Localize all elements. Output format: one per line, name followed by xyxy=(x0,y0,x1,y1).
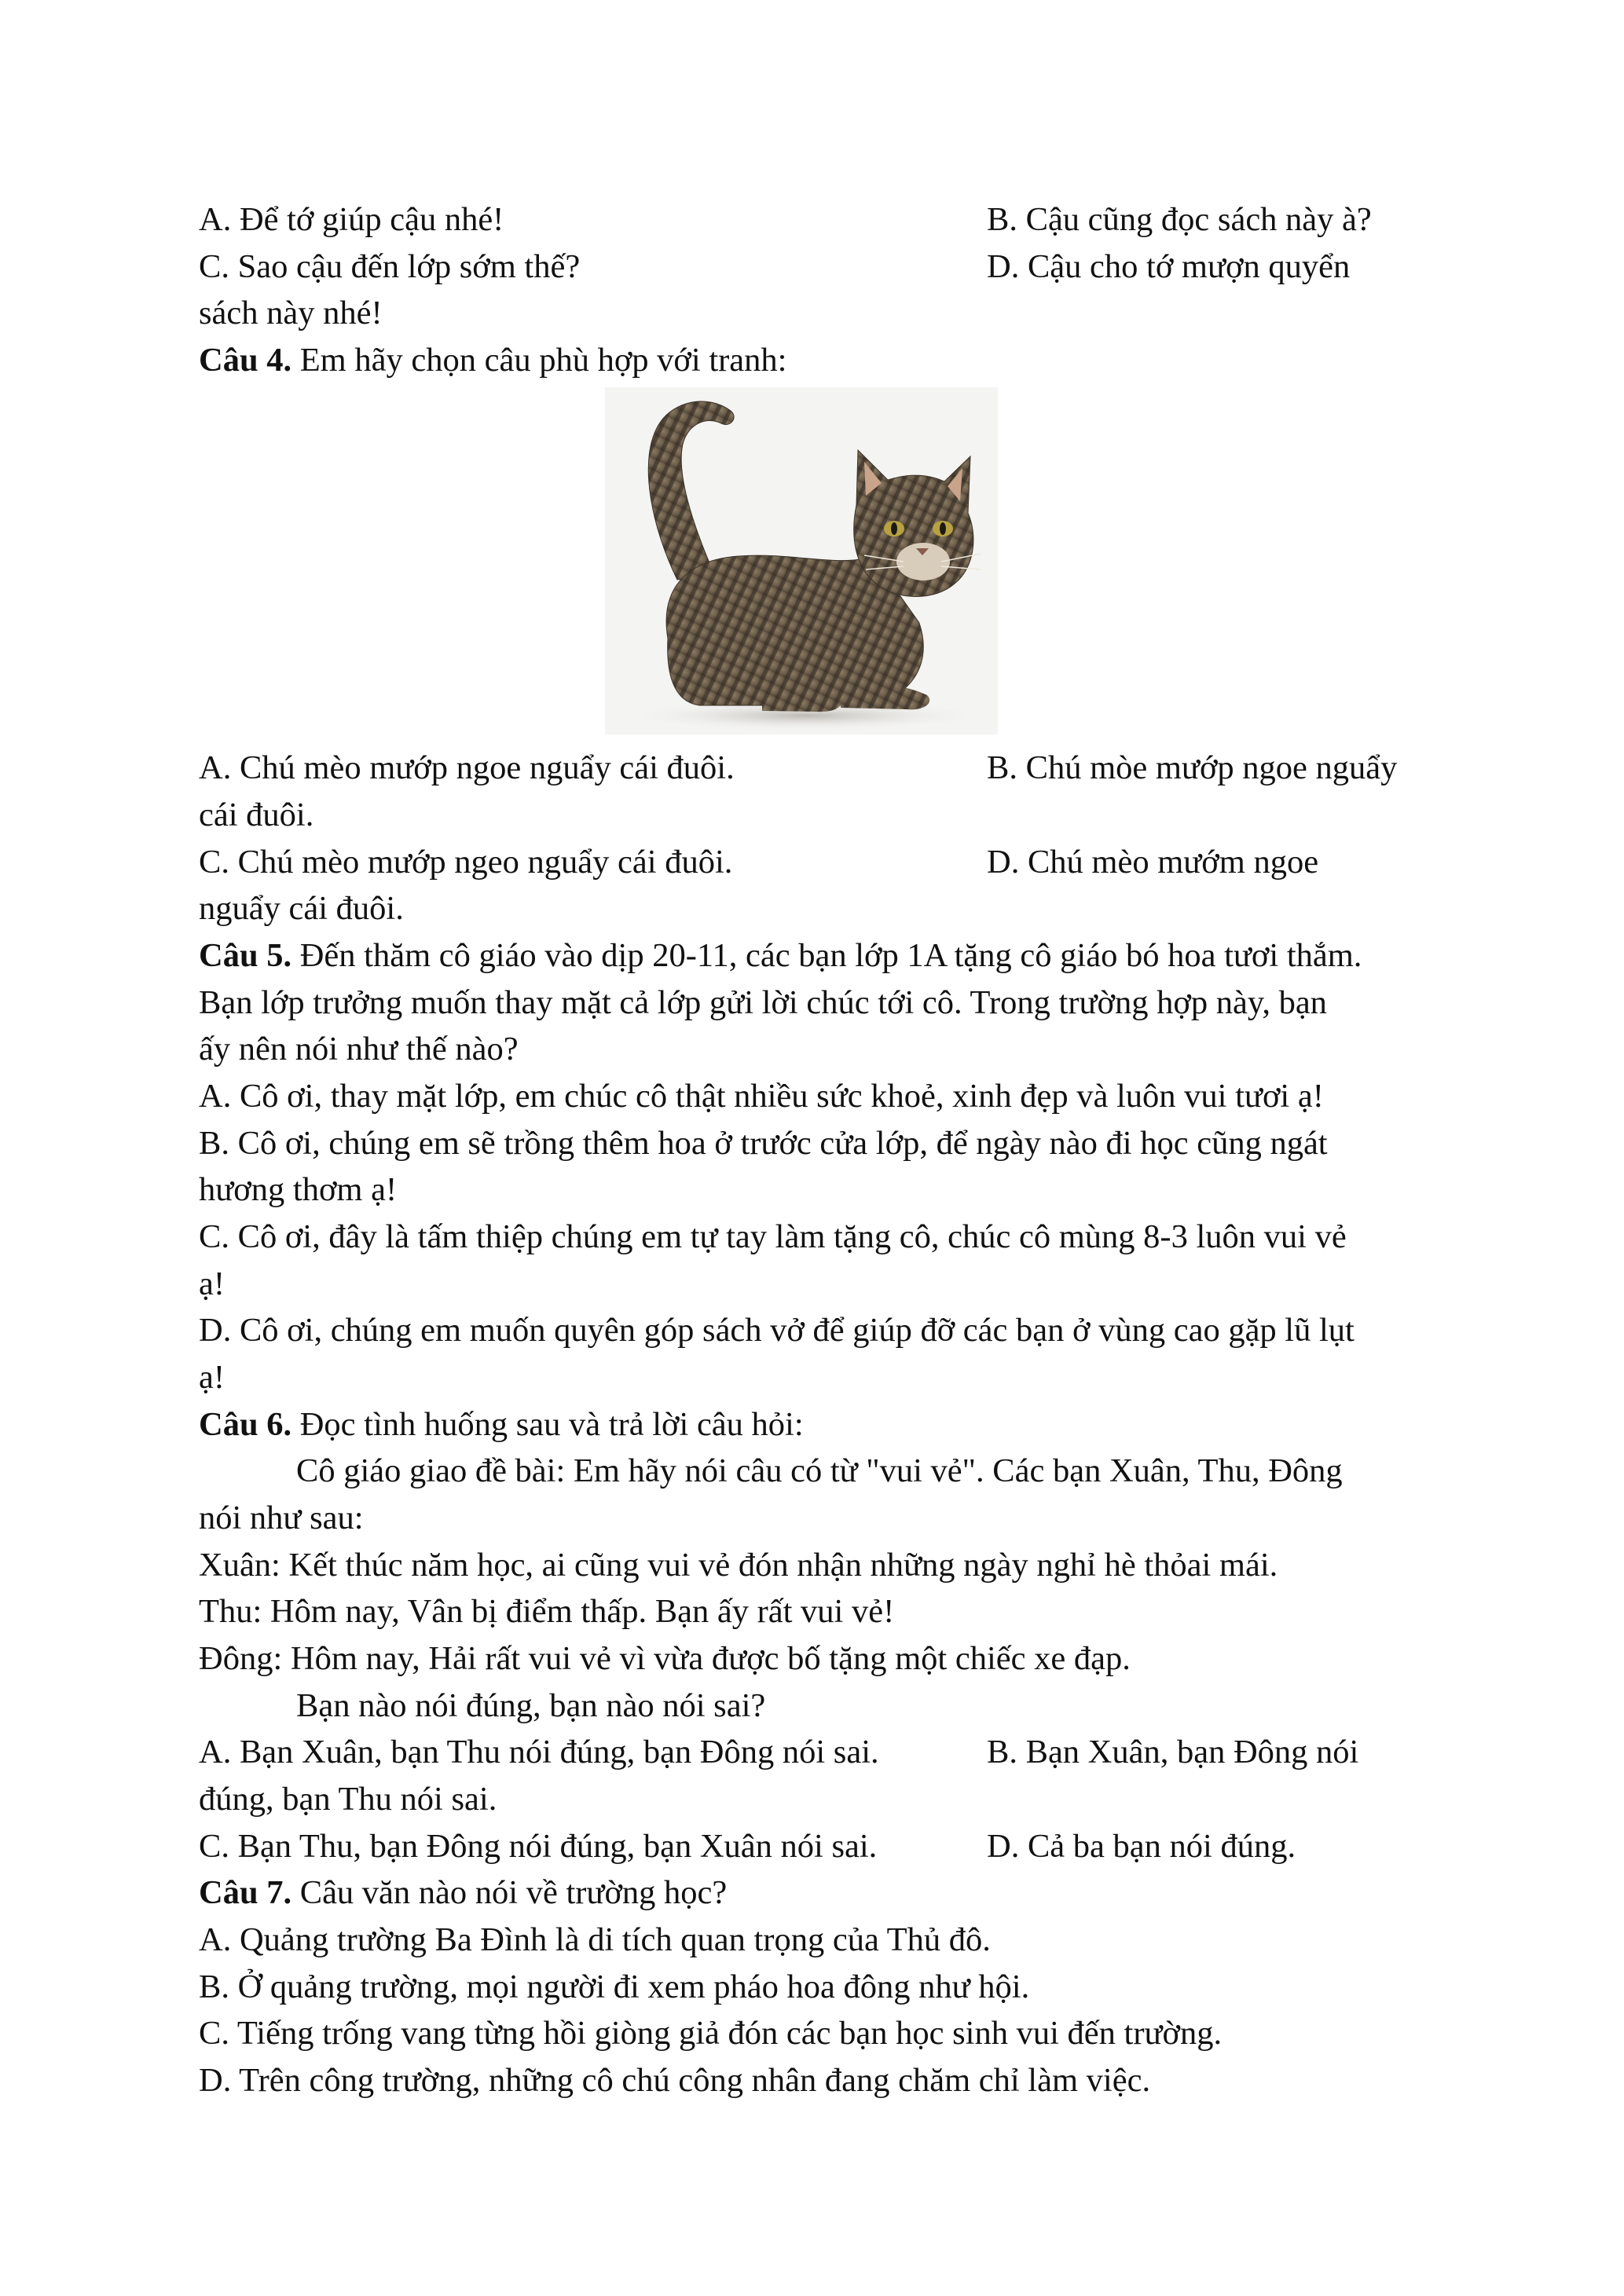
q6-option-c: C. Bạn Thu, bạn Đông nói đúng, bạn Xuân nói sai. xyxy=(199,1828,878,1865)
q6-thu-sentence: Thu: Hôm nay, Vân bị điểm thấp. Bạn ấy rất vui vẻ! xyxy=(199,1593,895,1630)
q5-text-line1: Đến thăm cô giáo vào dịp 20-11, các bạn lớp 1A tặng cô giáo bó hoa tươi thắm. xyxy=(291,937,1362,974)
q7-text: Câu văn nào nói về trường học? xyxy=(291,1874,728,1911)
q5-option-c-line1: C. Cô ơi, đây là tấm thiệp chúng em tự tay làm tặng cô, chúc cô mùng 8-3 luôn vui vẻ xyxy=(199,1218,1347,1255)
q7-prompt xyxy=(199,1869,727,1917)
q3-option-b: B. Cậu cũng đọc sách này à? xyxy=(987,201,1372,238)
q4-option-c: C. Chú mèo mướp ngeo nguẩy cái đuôi. xyxy=(199,844,733,881)
q3-option-c: C. Sao cậu đến lớp sớm thế? xyxy=(199,248,581,285)
q5-prompt-line3: ấy nên nói như thế nào? xyxy=(199,1031,519,1067)
q6-dong-sentence: Đông: Hôm nay, Hải rất vui vẻ vì vừa được bố tặng một chiếc xe đạp. xyxy=(199,1640,1131,1677)
q4-option-b-line2: cái đuôi. xyxy=(199,796,314,833)
q5-option-b-line2: hương thơm ạ! xyxy=(199,1171,398,1208)
q5-option-c-line2: ạ! xyxy=(199,1265,225,1302)
q7-option-a: A. Quảng trường Ba Đình là di tích quan trọng của Thủ đô. xyxy=(199,1921,991,1958)
q6-xuan-sentence: Xuân: Kết thúc năm học, ai cũng vui vẻ đón nhận những ngày nghỉ hè thỏai mái. xyxy=(199,1547,1278,1584)
q6-option-b-line1: B. Bạn Xuân, bạn Đông nói xyxy=(987,1734,1359,1771)
q6-label: Câu 6. xyxy=(199,1406,292,1443)
q6-intro-line1: Cô giáo giao đề bài: Em hãy nói câu có từ "vui vẻ". Các bạn Xuân, Thu, Đông xyxy=(296,1452,1343,1489)
q7-option-d: D. Trên công trường, những cô chú công nhân đang chăm chỉ làm việc. xyxy=(199,2062,1151,2099)
q5-label: Câu 5. xyxy=(199,937,292,974)
q6-option-b-line2: đúng, bạn Thu nói sai. xyxy=(199,1781,497,1818)
q3-option-a: A. Để tớ giúp cậu nhé! xyxy=(199,201,504,238)
q4-text: Em hãy chọn câu phù hợp với tranh: xyxy=(291,342,787,379)
q6-text: Đọc tình huống sau và trả lời câu hỏi: xyxy=(291,1406,804,1443)
q6-intro-line2: nói như sau: xyxy=(199,1500,364,1536)
q6-prompt xyxy=(199,1401,804,1448)
q7-label: Câu 7. xyxy=(199,1874,292,1911)
q5-prompt-line2: Bạn lớp trưởng muốn thay mặt cả lớp gửi lời chúc tới cô. Trong trường hợp này, bạn xyxy=(199,984,1327,1021)
q5-option-a: A. Cô ơi, thay mặt lớp, em chúc cô thật nhiều sức khoẻ, xinh đẹp và luôn vui tươi ạ! xyxy=(199,1078,1324,1115)
q4-option-a: A. Chú mèo mướp ngoe nguẩy cái đuôi. xyxy=(199,749,735,786)
q5-prompt-line1 xyxy=(199,932,1362,980)
q6-option-d: D. Cả ba bạn nói đúng. xyxy=(987,1828,1296,1865)
cat-image xyxy=(605,387,998,734)
q5-option-d-line1: D. Cô ơi, chúng em muốn quyên góp sách vở để giúp đỡ các bạn ở vùng cao gặp lũ lụt xyxy=(199,1312,1355,1349)
q4-option-b-line1: B. Chú mòe mướp ngoe nguẩy xyxy=(987,749,1398,786)
q5-option-b-line1: B. Cô ơi, chúng em sẽ trồng thêm hoa ở trước cửa lớp, để ngày nào đi học cũng ngát xyxy=(199,1125,1328,1162)
q3-option-d-line2: sách này nhé! xyxy=(199,295,383,331)
q5-option-d-line2: ạ! xyxy=(199,1359,225,1396)
cat-illustration xyxy=(605,387,998,734)
q4-prompt xyxy=(199,337,786,384)
q7-option-c: C. Tiếng trống vang từng hồi giòng giả đón các bạn học sinh vui đến trường. xyxy=(199,2015,1223,2052)
q6-option-a: A. Bạn Xuân, bạn Thu nói đúng, bạn Đông nói sai. xyxy=(199,1734,879,1771)
q4-option-d-line1: D. Chú mèo mướm ngoe xyxy=(987,844,1319,881)
q4-option-d-line2: nguẩy cái đuôi. xyxy=(199,890,404,927)
q4-label: Câu 4. xyxy=(199,342,292,379)
q7-option-b: B. Ở quảng trường, mọi người đi xem pháo hoa đông như hội. xyxy=(199,1968,1030,2005)
q6-question: Bạn nào nói đúng, bạn nào nói sai? xyxy=(296,1687,766,1724)
q3-option-d-line1: D. Cậu cho tớ mượn quyển xyxy=(987,248,1351,285)
